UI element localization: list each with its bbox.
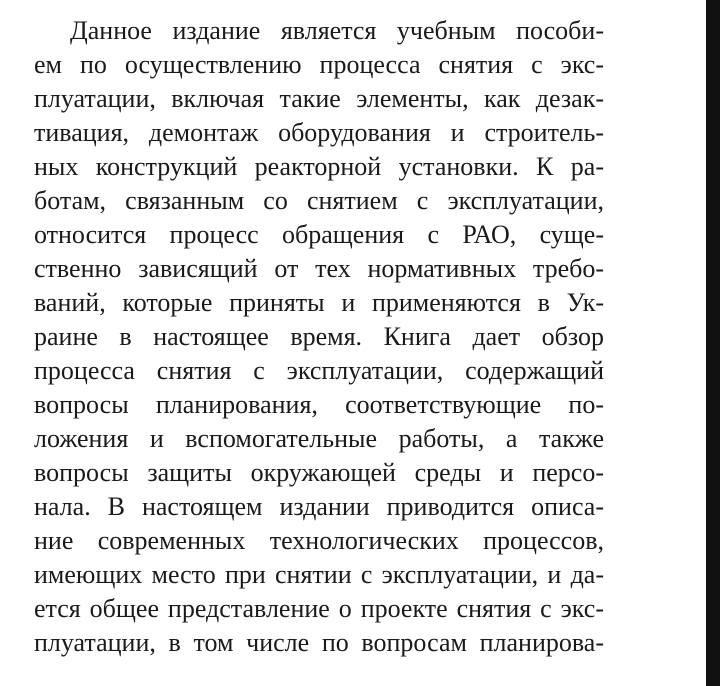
- text-line: процесса снятия с эксплуатации, содержащий: [34, 356, 604, 385]
- text-line: ние современных технологических процессов,: [34, 526, 604, 555]
- text-line: ем по осуществлению процесса снятия с экс-: [34, 50, 604, 79]
- text-line: вопросы защиты окружающей среды и персо-: [34, 458, 604, 487]
- text-line: ется общее представление о проекте снятия с экс-: [34, 594, 604, 623]
- body-paragraph: [34, 14, 604, 660]
- text-line: тивация, демонтаж оборудования и строитель-: [34, 118, 604, 147]
- text-line: нала. В настоящем издании приводится описа-: [34, 492, 604, 521]
- text-line: относится процесс обращения с РАО, суще-: [34, 220, 604, 249]
- text-line: ственно зависящий от тех нормативных требо-: [34, 254, 604, 283]
- text-line: ботам, связанным со снятием с эксплуатации,: [34, 186, 604, 215]
- text-line: раине в настоящее время. Книга дает обзор: [34, 322, 604, 351]
- text-line: ложения и вспомогательные работы, а также: [34, 424, 604, 453]
- text-line: плуатации, в том числе по вопросам планирова-: [34, 628, 604, 657]
- text-line: ваний, которые приняты и применяются в Ук-: [34, 288, 604, 317]
- text-line: плуатации, включая такие элементы, как дезак-: [34, 84, 604, 113]
- text-line: имеющих место при снятии с эксплуатации, и да-: [34, 560, 604, 589]
- page-edge-bar: [706, 0, 720, 686]
- text-line: ных конструкций реакторной установки. К ра-: [34, 152, 604, 181]
- text-line: вопросы планирования, соответствующие по-: [34, 390, 604, 419]
- text-line: Данное издание является учебным пособи-: [70, 16, 604, 45]
